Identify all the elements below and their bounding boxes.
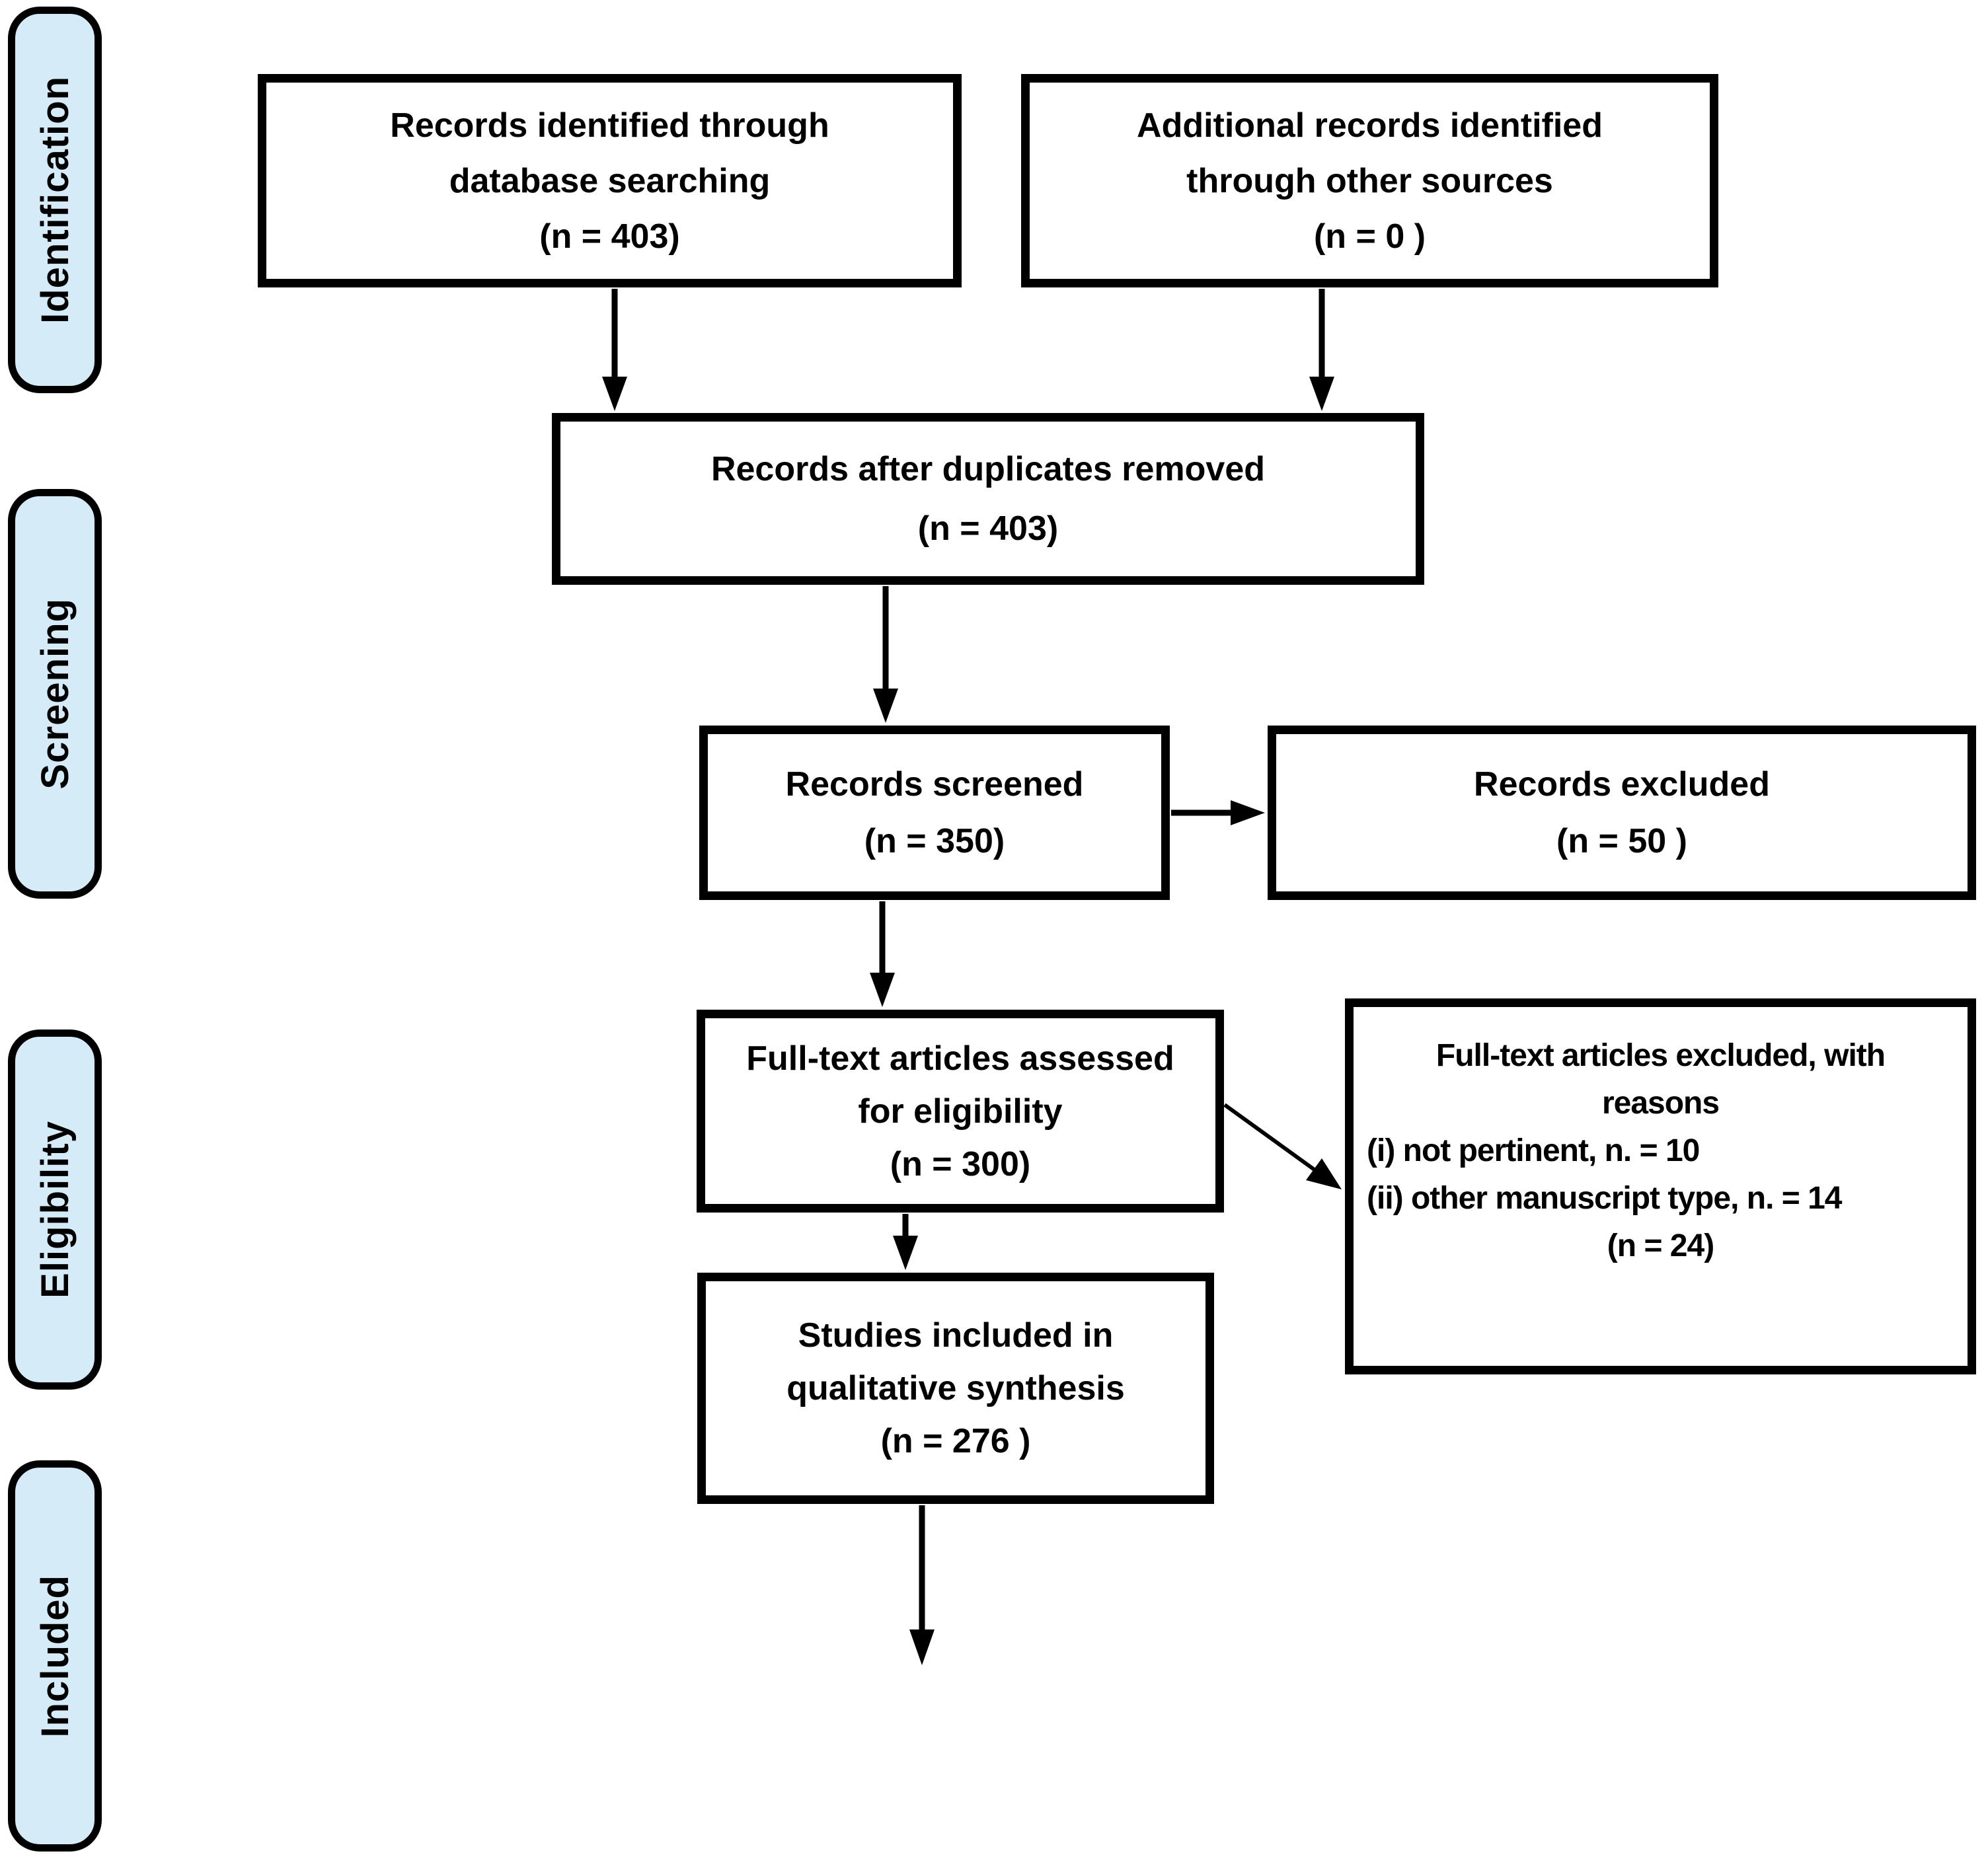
- box-additional-records-line: through other sources: [1186, 161, 1553, 200]
- box-fulltext-assessed-line: for eligibility: [858, 1092, 1063, 1131]
- box-studies-included-line: qualitative synthesis: [786, 1369, 1125, 1407]
- box-records-after-duplicates-count: (n = 403): [917, 509, 1059, 548]
- box-fulltext-excluded-line: reasons: [1601, 1086, 1720, 1121]
- box-records-excluded-line: Records excluded: [1474, 765, 1770, 804]
- box-records-excluded-count: (n = 50 ): [1556, 822, 1687, 860]
- box-fulltext-excluded-count: (n = 24): [1607, 1228, 1714, 1263]
- arrow-screened-to-excluded: [1171, 800, 1265, 825]
- arrow-additional-to-duplicates: [1309, 289, 1334, 411]
- stage-label-included: [8, 1460, 102, 1852]
- stage-label-screening: [8, 489, 102, 899]
- stage-label-screening-text: Screening: [33, 598, 77, 790]
- box-records-screened-line: Records screened: [785, 765, 1084, 804]
- box-fulltext-excluded-line: Full-text articles excluded, with: [1435, 1038, 1886, 1073]
- box-studies-included: [697, 1273, 1214, 1504]
- stage-label-included-text: Included: [33, 1574, 77, 1738]
- box-records-identified: [258, 74, 962, 287]
- stage-label-eligibility-text: Eligibility: [33, 1121, 77, 1298]
- arrow-fulltext-to-excluded-diagonal: [1225, 1105, 1342, 1189]
- box-fulltext-excluded: [1345, 998, 1976, 1374]
- box-additional-records-line: Additional records identified: [1137, 106, 1603, 145]
- box-records-screened-count: (n = 350): [864, 822, 1005, 860]
- box-records-identified-line: database searching: [449, 161, 771, 200]
- arrow-identified-to-duplicates: [602, 289, 627, 411]
- arrow-duplicates-to-screened: [873, 586, 898, 723]
- box-fulltext-assessed-count: (n = 300): [890, 1144, 1031, 1183]
- box-fulltext-assessed: [697, 1010, 1224, 1213]
- stage-label-eligibility: [8, 1030, 102, 1390]
- arrow-fulltext-to-included: [893, 1214, 918, 1270]
- arrow-included-down-open: [909, 1505, 935, 1665]
- box-fulltext-excluded-reason-1: (i) not pertinent, n. = 10: [1367, 1133, 1700, 1168]
- box-records-screened: [699, 726, 1170, 900]
- box-records-identified-line: Records identified through: [390, 106, 829, 145]
- stage-label-identification: [8, 7, 102, 393]
- box-additional-records: [1021, 74, 1718, 287]
- box-additional-records-count: (n = 0 ): [1313, 217, 1426, 256]
- stage-label-identification-text: Identification: [33, 76, 77, 324]
- box-records-identified-count: (n = 403): [539, 217, 680, 256]
- box-records-after-duplicates-line: Records after duplicates removed: [710, 450, 1266, 488]
- box-fulltext-excluded-reason-2: (ii) other manuscript type, n. = 14: [1367, 1181, 1842, 1216]
- box-studies-included-count: (n = 276 ): [880, 1422, 1031, 1460]
- arrow-screened-to-fulltext: [870, 901, 895, 1007]
- box-fulltext-assessed-line: Full-text articles assessed: [746, 1039, 1174, 1078]
- box-studies-included-line: Studies included in: [798, 1316, 1114, 1355]
- box-records-excluded: [1268, 726, 1976, 900]
- box-records-after-duplicates: [552, 413, 1424, 585]
